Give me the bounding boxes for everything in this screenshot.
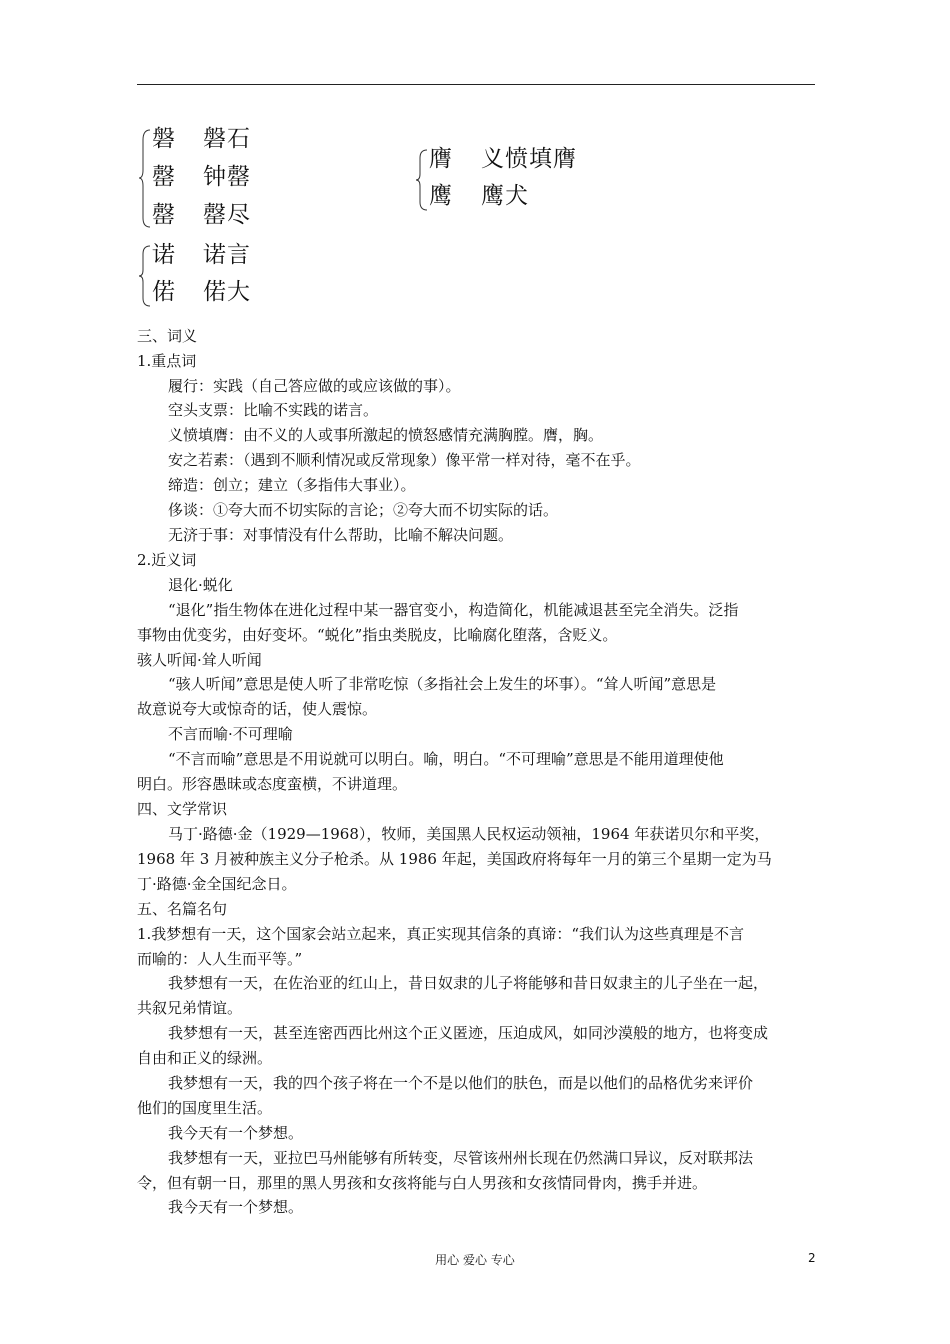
word: 罄尽 [203, 202, 251, 228]
char-group-3 [415, 146, 595, 214]
paragraph-line: 自由和正义的绿洲。 [137, 1049, 273, 1067]
word: 诺言 [203, 242, 251, 268]
paragraph-line: “骇人听闻”意思是使人听了非常吃惊（多指社会上发生的坏事）。“耸人听闻”意思是 [168, 675, 717, 693]
paragraph-line: 丁·路德·金全国纪念日。 [137, 875, 297, 893]
word-pair-heading: 不言而喻·不可理喻 [168, 725, 293, 743]
paragraph-line: 令，但有朝一日，那里的黑人男孩和女孩将能与白人男孩和女孩情同骨肉，携手并进。 [137, 1174, 708, 1192]
paragraph-line: 我梦想有一天，在佐治亚的红山上，昔日奴隶的儿子将能够和昔日奴隶主的儿子坐在一起， [168, 974, 769, 992]
char-group-2 [138, 242, 278, 310]
paragraph-line: “退化”指生物体在进化过程中某一器官变小，构造简化，机能减退甚至完全消失。泛指 [168, 601, 739, 619]
definition-line: 履行：实践（自己答应做的或应该做的事）。 [168, 377, 461, 395]
paragraph-line: 而喻的：人人生而平等。” [137, 950, 303, 968]
paragraph-line: 1968 年 3 月被种族主义分子枪杀。从 1986 年起，美国政府将每年一月的第三个星期一定为马 [137, 850, 772, 868]
word: 磐石 [203, 126, 251, 152]
page-footer: 用心 爱心 专心 [435, 1253, 515, 1267]
char: 诺 [152, 242, 176, 268]
char: 膺 [429, 146, 453, 172]
paragraph-line: 我今天有一个梦想。 [168, 1198, 304, 1216]
paragraph-line: 我今天有一个梦想。 [168, 1124, 304, 1142]
char: 偌 [152, 279, 176, 305]
paragraph-line: 明白。形容愚昧或态度蛮横，不讲道理。 [137, 775, 408, 793]
char-group-1 [138, 126, 278, 231]
section-heading: 四、文学常识 [137, 800, 228, 818]
char: 罄 [152, 164, 176, 190]
word: 鹰犬 [481, 183, 529, 209]
paragraph-line: 我梦想有一天，甚至连密西西比州这个正义匿迹，压迫成风，如同沙漠般的地方，也将变成 [168, 1024, 769, 1042]
definition-line: 义愤填膺：由不义的人或事所激起的愤怒感情充满胸膛。膺，胸。 [168, 426, 604, 444]
paragraph-line: 我梦想有一天，亚拉巴马州能够有所转变，尽管该州州长现在仍然满口异议，反对联邦法 [168, 1149, 754, 1167]
brace-icon [138, 242, 152, 310]
char: 鹰 [429, 183, 453, 209]
header-rule [137, 84, 815, 85]
word: 钟罄 [203, 164, 251, 190]
paragraph-line: 马丁·路德·金（1929—1968），牧师，美国黑人民权运动领袖，1964 年获诺贝尔和平奖， [168, 825, 770, 843]
paragraph-line: 他们的国度里生活。 [137, 1099, 273, 1117]
definition-line: 空头支票：比喻不实践的诺言。 [168, 401, 379, 419]
word-pair-heading: 骇人听闻·耸人听闻 [137, 651, 262, 669]
subsection-heading: 1.重点词 [137, 352, 197, 370]
paragraph-line: 我梦想有一天，我的四个孩子将在一个不是以他们的肤色，而是以他们的品格优劣来评价 [168, 1074, 754, 1092]
paragraph-line: 故意说夸大或惊奇的话，使人震惊。 [137, 700, 378, 718]
definition-line: 缔造：创立；建立（多指伟大事业）。 [168, 476, 416, 494]
brace-icon [415, 146, 429, 214]
char: 罄 [152, 202, 176, 228]
brace-icon [138, 126, 152, 231]
definition-line: 无济于事：对事情没有什么帮助，比喻不解决问题。 [168, 526, 514, 544]
char: 磐 [152, 126, 176, 152]
subsection-heading: 2.近义词 [137, 551, 197, 569]
paragraph-line: “不言而喻”意思是不用说就可以明白。喻，明白。“不可理喻”意思是不能用道理使他 [168, 750, 724, 768]
page-number: 2 [808, 1251, 816, 1265]
paragraph-line: 事物由优变劣，由好变坏。“蜕化”指虫类脱皮，比喻腐化堕落，含贬义。 [137, 626, 618, 644]
definition-line: 侈谈：①夸大而不切实际的言论；②夸大而不切实际的话。 [168, 501, 559, 519]
definition-line: 安之若素：（遇到不顺利情况或反常现象）像平常一样对待，毫不在乎。 [168, 451, 641, 469]
paragraph-line: 1.我梦想有一天，这个国家会站立起来，真正实现其信条的真谛：“我们认为这些真理是不言 [137, 925, 744, 943]
word-pair-heading: 退化·蜕化 [168, 576, 233, 594]
word: 义愤填膺 [481, 146, 577, 172]
paragraph-line: 共叙兄弟情谊。 [137, 999, 243, 1017]
section-heading: 五、名篇名句 [137, 900, 228, 918]
section-heading: 三、词义 [137, 327, 198, 345]
word: 偌大 [203, 279, 251, 305]
